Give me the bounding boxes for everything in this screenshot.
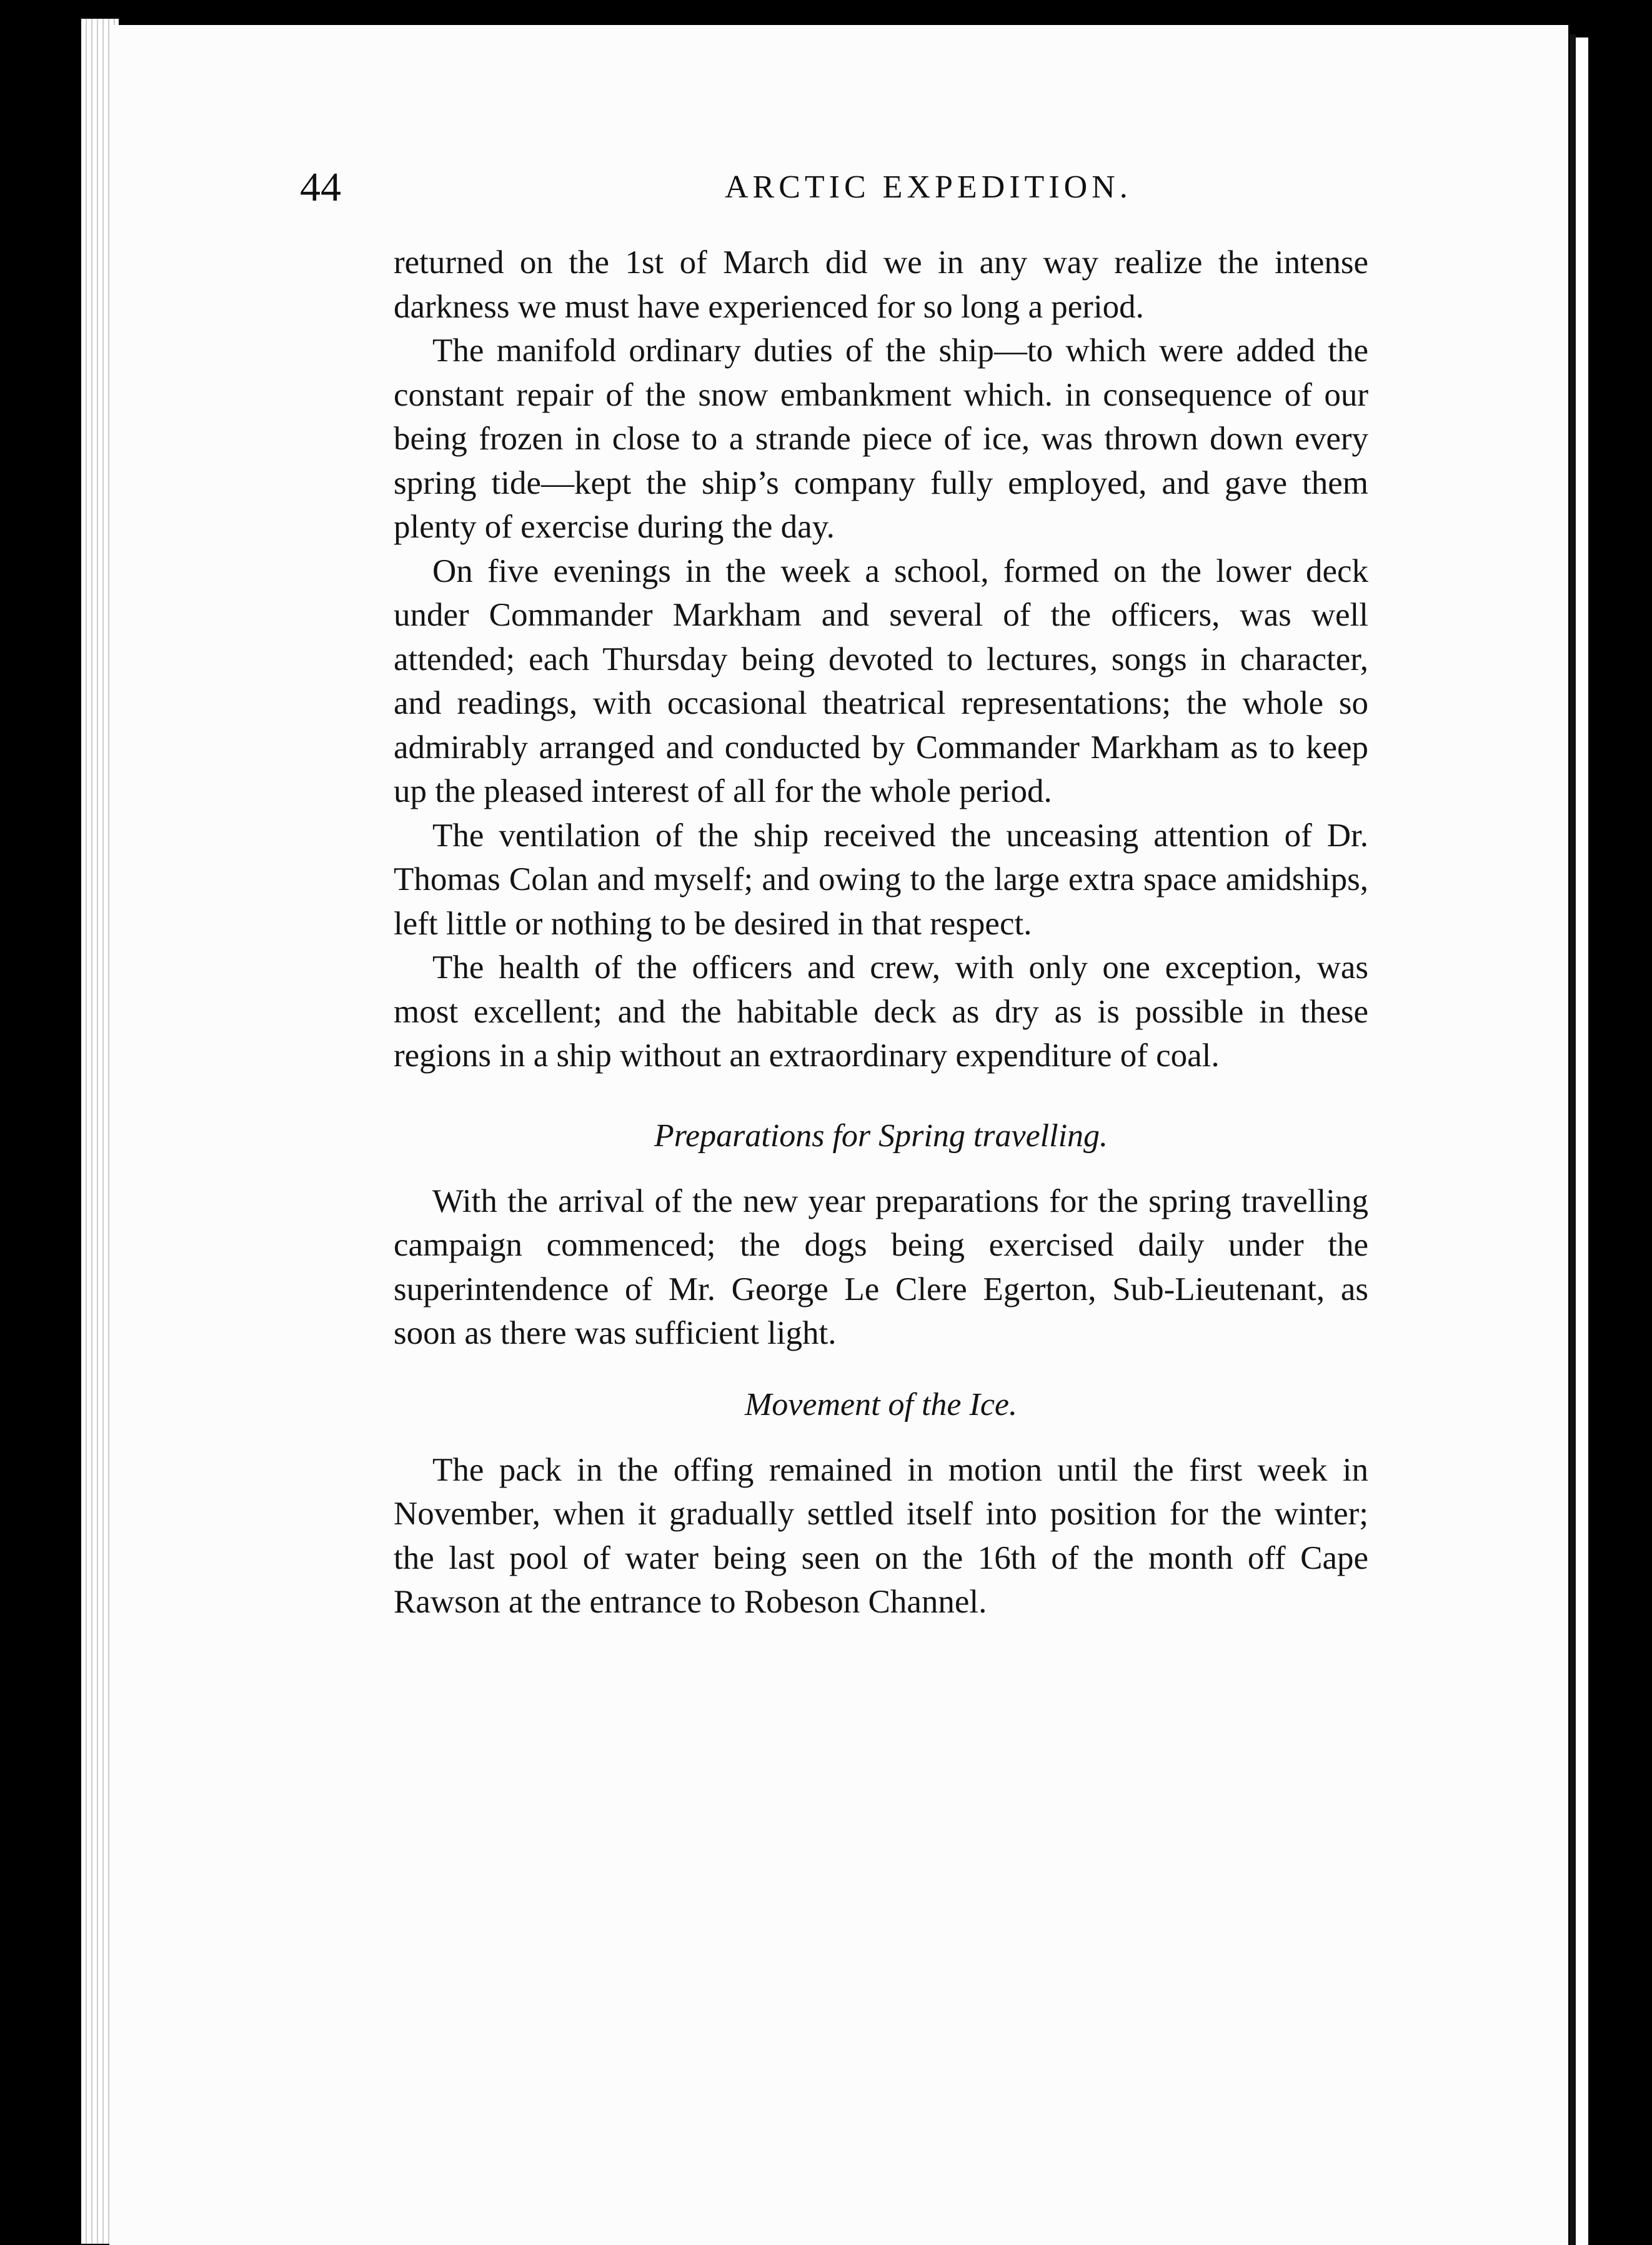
binding-rule [1570,34,1576,2245]
paragraph-spring-travelling: With the arrival of the new year preparations for the spring travelling campaign commenced; the dogs being exercised daily under the superintendence of Mr. George Le Clere Egerton, Sub-Lieutenant, as soon as there was sufficient light. [394,1182,1368,1351]
paragraph-ship-duties: The manifold ordinary duties of the ship—to which were added the constant repair of the snow embankment which. in consequence of our being frozen in close to a strande piece of ice, was thrown down every spring tide—kept the ship’s company fully employed, and gave them plenty of exercise during the day. [394,332,1368,545]
page-number: 44 [300,164,341,210]
page-header [300,153,1393,222]
section-heading-spring-travelling: Preparations for Spring travelling. [654,1118,1108,1154]
page-body [394,241,1368,1624]
paragraph-continued: returned on the 1st of March did we in any way realize the intense darkness we must have experienced for so long a period. [394,244,1368,325]
paragraph-ventilation: The ventilation of the ship received the unceasing attention of Dr. Thomas Colan and myself; and owing to the large extra space amidships, left little or nothing to be desired in that respect. [394,817,1368,942]
paragraph-health: The health of the officers and crew, with only one exception, was most excellent; and the habitable deck as dry as is possible in these regions in a ship without an extraordinary expenditure of coal. [394,949,1368,1074]
next-page-edge [1576,38,1588,2245]
paragraph-school: On five evenings in the week a school, formed on the lower deck under Commander Markham and several of the officers, was well attended; each Thursday being devoted to lectures, songs in character, and readings, with occasional theatrical representations; the whole so admirably arranged and conducted by Commander Markham as to keep up the pleased interest of all for the whole period. [394,552,1368,809]
section-heading-ice-movement: Movement of the Ice. [744,1386,1017,1422]
running-head: ARCTIC EXPEDITION. [725,169,1132,205]
paragraph-ice-movement: The pack in the offing remained in motion until the first week in November, when it gradually settled itself into position for the winter; the last pool of water being seen on the 16th of the month off Cape Rawson at the entrance to Robeson Channel. [394,1451,1368,1620]
